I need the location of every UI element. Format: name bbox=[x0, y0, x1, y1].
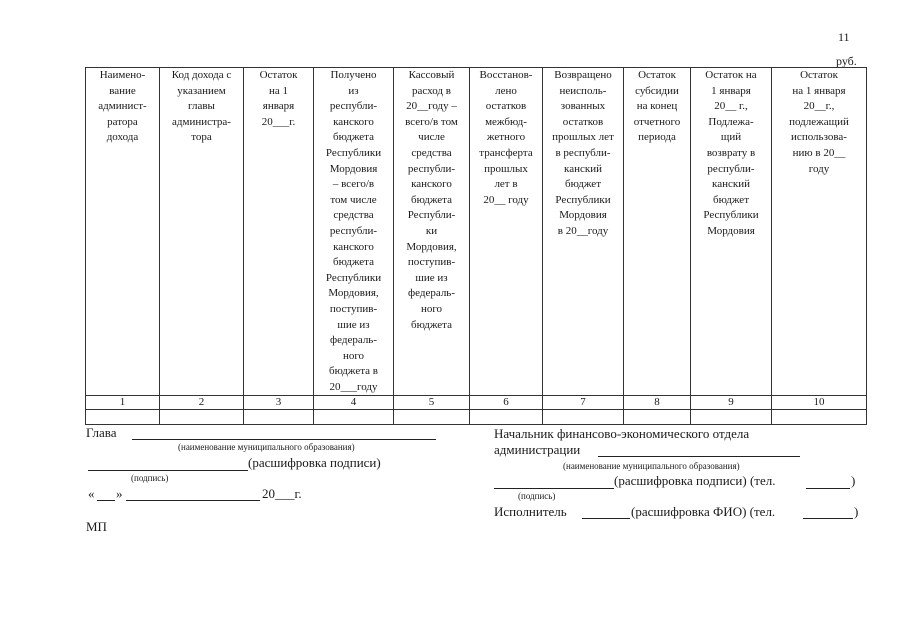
table-header-cell: Код дохода с указанием главы администра- тора bbox=[160, 68, 244, 396]
empty-cell bbox=[244, 410, 314, 425]
empty-data-row bbox=[86, 410, 867, 425]
page-number: 11 bbox=[838, 30, 850, 44]
table-header-cell: Наимено- вание админист- ратора дохода bbox=[86, 68, 160, 396]
glava-line bbox=[132, 439, 436, 440]
empty-cell bbox=[160, 410, 244, 425]
administration-line bbox=[598, 456, 800, 457]
head-signature-caption: (подпись) bbox=[518, 491, 556, 501]
column-number: 8 bbox=[624, 396, 691, 410]
administration-label: администрации bbox=[494, 442, 581, 457]
executor-decoding-label: (расшифровка ФИО) (тел. bbox=[631, 504, 776, 519]
empty-cell bbox=[624, 410, 691, 425]
administration-caption: (наименование муниципального образования) bbox=[563, 461, 740, 471]
column-number: 7 bbox=[543, 396, 624, 410]
glava-caption: (наименование муниципального образования) bbox=[178, 442, 355, 452]
executor-label: Исполнитель bbox=[494, 504, 567, 519]
head-title: Начальник финансово-экономического отдела bbox=[494, 426, 750, 441]
date-year: 20___г. bbox=[262, 486, 302, 501]
column-number: 10 bbox=[772, 396, 867, 410]
column-number: 6 bbox=[470, 396, 543, 410]
head-phone-line bbox=[806, 488, 850, 489]
table-header-cell: Кассовый расход в 20__году – всего/в том числе средства республи- канского бюджета Республи- ки Мордовия, поступив- шие из федераль- ного бюджета bbox=[394, 68, 470, 396]
column-number-row bbox=[86, 396, 867, 410]
date-month-line bbox=[126, 500, 260, 501]
date-close-quote: » bbox=[116, 486, 123, 501]
table-header-cell: Остаток на 1 января 20__ г., Подлежа- щий возврату в республи- канский бюджет Республики Мордовия bbox=[691, 68, 772, 396]
empty-cell bbox=[691, 410, 772, 425]
empty-cell bbox=[772, 410, 867, 425]
table-header-cell: Остаток на 1 января 20__г., подлежащий использова- нию в 20__ году bbox=[772, 68, 867, 396]
empty-cell bbox=[470, 410, 543, 425]
column-number: 1 bbox=[86, 396, 160, 410]
head-signature-line bbox=[494, 488, 614, 489]
glava-label: Глава bbox=[86, 425, 117, 440]
signature-line bbox=[88, 470, 248, 471]
column-number: 2 bbox=[160, 396, 244, 410]
executor-phone-line bbox=[803, 518, 853, 519]
report-table bbox=[85, 67, 867, 425]
empty-cell bbox=[394, 410, 470, 425]
executor-signature-line bbox=[582, 518, 630, 519]
empty-cell bbox=[543, 410, 624, 425]
column-number: 5 bbox=[394, 396, 470, 410]
unit-label: руб. bbox=[836, 54, 857, 68]
column-number: 4 bbox=[314, 396, 394, 410]
executor-close-paren: ) bbox=[854, 504, 859, 519]
table-header-cell: Возвращено неисполь- зованных остатков прошлых лет в республи- канский бюджет Республики Мордовия в 20__году bbox=[543, 68, 624, 396]
table-header-cell: Остаток на 1 января 20___г. bbox=[244, 68, 314, 396]
decoding-label: (расшифровка подписи) bbox=[248, 455, 381, 470]
empty-cell bbox=[314, 410, 394, 425]
head-decoding-label: (расшифровка подписи) (тел. bbox=[614, 473, 776, 488]
column-number: 3 bbox=[244, 396, 314, 410]
table-header-row bbox=[86, 68, 867, 396]
table-header-cell: Получено из республи- канского бюджета Республики Мордовия – всего/в том числе средства республи- канского бюджета Республики Мордовия, поступив- шие из федераль- ного бюджета в 20___году bbox=[314, 68, 394, 396]
date-day-line bbox=[97, 500, 115, 501]
date-open-quote: « bbox=[88, 486, 95, 501]
table-header-cell: Остаток субсидии на конец отчетного периода bbox=[624, 68, 691, 396]
empty-cell bbox=[86, 410, 160, 425]
table-header-cell: Восстанов- лено остатков межбюд- жетного трансферта прошлых лет в 20__ году bbox=[470, 68, 543, 396]
column-number: 9 bbox=[691, 396, 772, 410]
head-close-paren: ) bbox=[851, 473, 856, 488]
signature-caption: (подпись) bbox=[131, 473, 169, 483]
stamp-label: МП bbox=[86, 519, 107, 534]
